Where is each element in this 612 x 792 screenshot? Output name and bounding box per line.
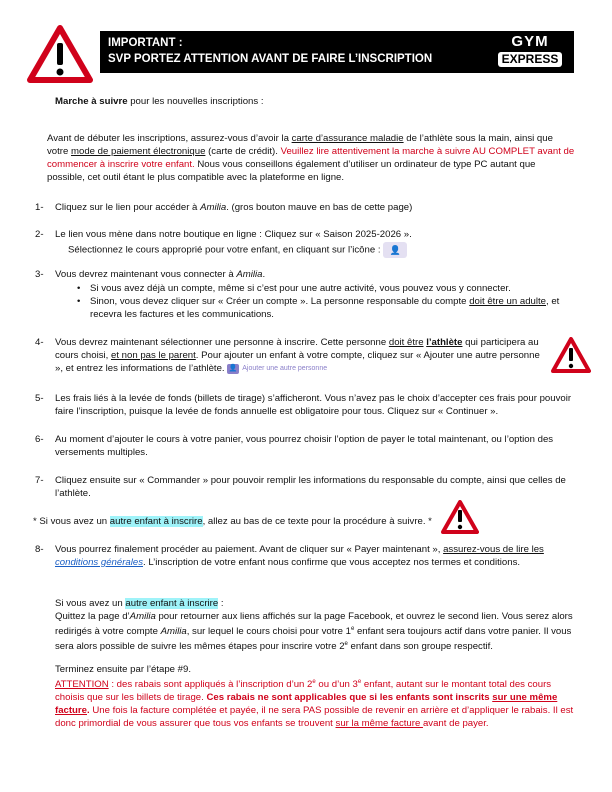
intro-heading: Marche à suivre pour les nouvelles inscriptions : (55, 96, 264, 107)
step-2: Le lien vous mène dans notre boutique en ligne : Cliquez sur « Saison 2025-2026 ». (55, 229, 412, 240)
step-number: 7- (35, 475, 44, 486)
step-2b: Sélectionnez le cours approprié pour votre enfant, en cliquant sur l’icône : 👤 (68, 242, 407, 258)
step-number: 4- (35, 337, 44, 348)
step-5: Les frais liés à la levée de fonds (billets de tirage) s’afficheront. Vous n’avez pas le choix d’accepter ces frais pour pouvoir faire l’inscription, puisque la levée de fonds annuelle est obligatoire pour tous. Cliquez sur « Continuer ». (55, 393, 572, 417)
gym-express-logo: GYM EXPRESS (494, 34, 566, 70)
step-4: Vous devrez maintenant sélectionner une personne à inscrire. Cette personne doit être l’athlète qui participera au cours choisi, et non pas le parent. Pour ajouter un enfant à votre compte, cliquez sur « Ajouter une autre personne », et entrez les informations de l’athlète. 👤 Ajouter une autre personne (55, 337, 540, 375)
other-child-final-step: Terminez ensuite par l’étape #9. (55, 664, 191, 675)
add-person-button: 👤 Ajouter une autre personne (228, 364, 328, 372)
step-number: 5- (35, 393, 44, 404)
list-item: • Si vous avez déjà un compte, même si c’est pour une autre activité, vous pouvez vous y connecter. (90, 282, 576, 295)
step-1: Cliquez sur le lien pour accéder à Amilia. (gros bouton mauve en bas de cette page) (55, 202, 413, 213)
step-8: Vous pourrez finalement procéder au paiement. Avant de cliquer sur « Payer maintenant », assurez-vous de lire les conditions générales. L’inscription de votre enfant nous confirme que vous acceptez nos termes et conditions. (55, 544, 544, 568)
conditions-link[interactable]: conditions générales (55, 557, 144, 568)
add-person-icon: 👤 (383, 242, 407, 258)
step-3: Vous devrez maintenant vous connecter à Amilia. (55, 269, 266, 280)
other-child-paragraph: Quittez la page d’Amilia pour retourner aux liens affichés sur la page Facebook, et ouvrez le second lien. Vous serez alors redirigés à votre compte Amilia, sur lequel le cours choisi pour votre 1e enfant sera toujours actif dans votre panier. Il vous sera alors possible de suivre les mêmes étapes pour inscrire votre 2e enfant dans son groupe respectif. (55, 611, 573, 653)
step-6: Au moment d’ajouter le cours à votre panier, vous pourrez choisir l’option de payer le total maintenant, ou l’option des versements multiples. (55, 434, 554, 458)
attention-paragraph: ATTENTION : des rabais sont appliqués à l’inscription d’un 2e ou d’un 3e enfant, autant sur le montant total des cours choisis que sur les billets de tirage. Ces rabais ne sont applicables que si les enfants sont inscrits sur une même facture. Une fois la facture complétée et payée, il ne sera PAS possible de revenir en arrière et d’appliquer le rabais. Il est donc primordial de vous assurer que tous vos enfants se trouvent sur la même facture avant de payer. (55, 679, 574, 730)
step-number: 1- (35, 202, 44, 213)
list-item: • Sinon, vous devez cliquer sur « Créer un compte ». La personne responsable du compte doit être un adulte, et recevra les factures et les communications. (90, 295, 576, 321)
warning-icon (27, 25, 93, 83)
step-3-list (90, 282, 576, 321)
other-child-heading: Si vous avez un autre enfant à inscrire : (55, 598, 224, 609)
warning-icon (551, 337, 591, 373)
header-line2: SVP PORTEZ ATTENTION AVANT DE FAIRE L’INSCRIPTION (108, 53, 433, 65)
step-7: Cliquez ensuite sur « Commander » pour pouvoir remplir les informations du responsable du compte, ainsi que celles de l’athlète. (55, 475, 566, 499)
header-banner (100, 31, 574, 73)
note: * Si vous avez un autre enfant à inscrire, allez au bas de ce texte pour la procédure à suivre. * (33, 516, 432, 527)
step-number: 6- (35, 434, 44, 445)
step-number: 2- (35, 229, 44, 240)
header-line1: IMPORTANT : (108, 37, 183, 49)
warning-icon (441, 500, 479, 534)
step-number: 8- (35, 544, 44, 555)
step-number: 3- (35, 269, 44, 280)
intro-paragraph: Avant de débuter les inscriptions, assurez-vous d’avoir la carte d’assurance maladie de l’athlète sous la main, ainsi que votre mode de paiement électronique (carte de crédit). Veuillez lire attentivement la marche à suivre AU COMPLET avant de commencer à inscrire votre enfant. Nous vous conseillons également d’utiliser un ordinateur de type PC autant que possible, cet outil étant le plus compatible avec la plateforme en ligne. (47, 133, 575, 183)
